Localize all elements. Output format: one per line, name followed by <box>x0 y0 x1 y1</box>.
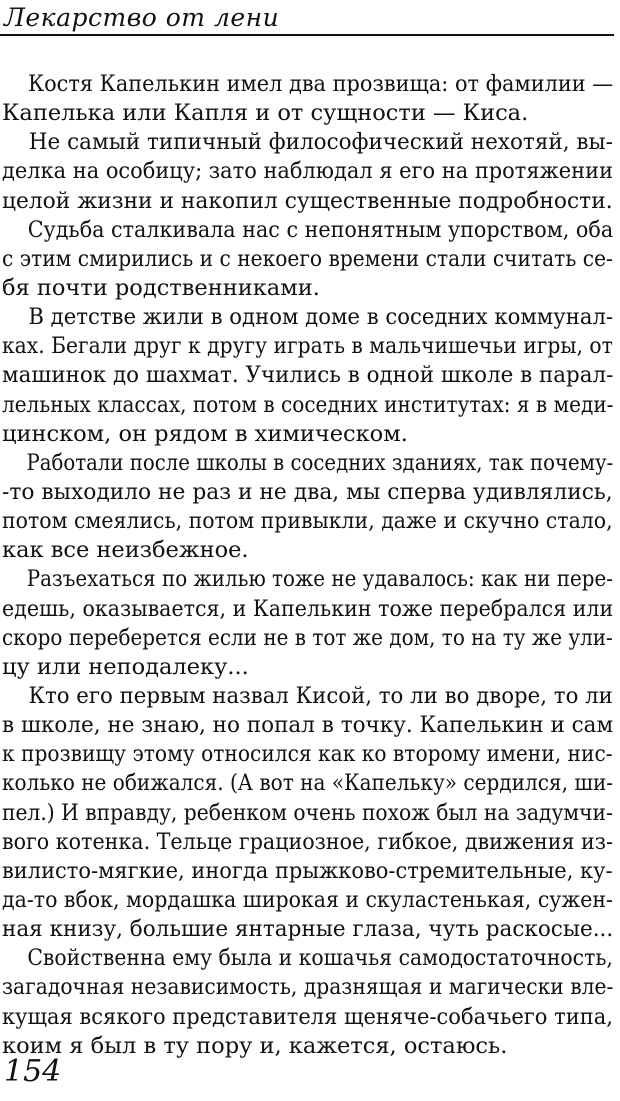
text-line: -то выходило не раз и не два, мы сперва удивлялись, <box>2 478 613 505</box>
running-title: Лекарство от лени <box>4 3 280 32</box>
text-line: пел.) И вправду, ребенком очень похож был на задумчи- <box>2 799 613 826</box>
text-line: как все неизбежное. <box>2 537 249 564</box>
text-line: Не самый типичный философический нехотяй, вы- <box>28 129 613 156</box>
text-line: загадочная независимость, дразнящая и магически вле- <box>2 974 614 1001</box>
paragraph <box>2 944 614 1061</box>
text-line: Работали после школы в соседних зданиях, так почему- <box>26 449 614 476</box>
text-line: едешь, оказывается, и Капелькин тоже перебрался или <box>2 595 614 622</box>
text-line: да-то вбок, мордашка широкая и скуластенькая, сужен- <box>2 886 613 913</box>
text-line: машинок до шахмат. Учились в одной школе в парал- <box>2 362 614 389</box>
paragraph <box>2 70 614 128</box>
text-line: кущая всякого представителя щеняче-собачьего типа, <box>2 1003 613 1030</box>
text-line: цу или неподалеку... <box>2 653 249 680</box>
text-line: Костя Капелькин имел два прозвища: от фамилии — <box>27 71 614 97</box>
page-number: 154 <box>4 1054 62 1089</box>
text-line: Капелька или Капля и от сущности — Киса. <box>2 100 529 127</box>
paragraph <box>2 303 614 449</box>
text-line: В детстве жили в одном доме в соседних коммунал- <box>28 304 614 331</box>
text-line: целой жизни и накопил существенные подробности. <box>2 187 613 214</box>
text-line: Разъехаться по жилью тоже не удавалось: как ни пере- <box>26 566 613 593</box>
text-line: в школе, не знаю, но попал в точку. Капелькин и сам <box>2 712 614 739</box>
paragraph <box>2 449 614 566</box>
text-line: бя почти родственниками. <box>2 274 320 301</box>
text-line: коим я был в ту пору и, кажется, остаюсь. <box>2 1032 508 1059</box>
text-line: лельных классах, потом в соседних институтах: я в меди- <box>2 391 614 418</box>
text-line: ная книзу, большие янтарные глаза, чуть раскосые... <box>2 916 614 943</box>
paragraph <box>2 682 614 944</box>
text-line: делка на особицу; зато наблюдал я его на протяжении <box>2 158 614 185</box>
paragraph <box>2 128 614 215</box>
text-line: Свойственна ему была и кошачья самодостаточность, <box>27 945 613 972</box>
text-line: Судьба сталкивала нас с непонятным упорством, оба <box>27 216 614 243</box>
text-line: с этим смирились и с некоего времени стали считать се- <box>2 245 613 272</box>
text-line: Кто его первым назвал Кисой, то ли во дворе, то ли <box>28 682 613 709</box>
header-rule <box>0 34 614 36</box>
text-line: скоро переберется если не в тот же дом, то на ту же ули- <box>2 624 613 651</box>
text-line: потом смеялись, потом привыкли, даже и скучно стало, <box>2 508 613 535</box>
text-line: к прозвищу этому относился как ко второму имени, нис- <box>2 741 613 768</box>
text-line: вого котенка. Тельце грациозное, гибкое, движения из- <box>2 828 613 855</box>
body-text <box>2 70 614 1061</box>
text-line: вилисто-мягкие, иногда прыжково-стремительные, ку- <box>2 857 613 884</box>
paragraph <box>2 565 614 682</box>
text-line: колько не обижался. (А вот на «Капельку» сердился, ши- <box>2 770 614 797</box>
paragraph <box>2 216 614 303</box>
text-line: ках. Бегали друг к другу играть в мальчишечьи игры, от <box>2 333 613 360</box>
text-line: цинском, он рядом в химическом. <box>2 420 408 447</box>
